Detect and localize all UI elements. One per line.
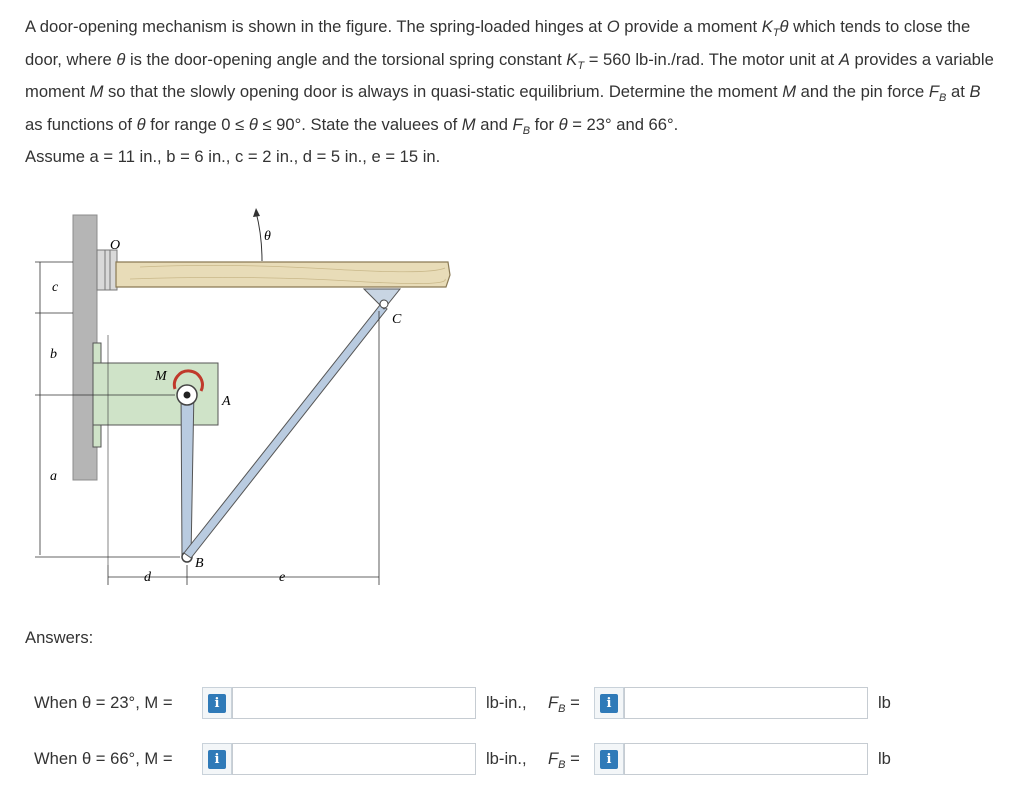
info-button[interactable] bbox=[202, 743, 232, 775]
when-label: When θ = 23°, M = bbox=[34, 693, 173, 712]
problem-paragraph: A door-opening mechanism is shown in the figure. The spring-loaded hinges at O provide a moment $K_T\theta$ which tends to close the door, where θ is the door-opening angle and the torsional spring constant $K_T = 560$ lb-in./rad. The motor unit at A provides a variable moment M so that the slowly opening door is always in quasi-static equilibrium. Determine the moment M and the pin force $F_B$ at B as functions of θ for range 0 ≤ θ ≤ 90°. State the valuees of M and $F_B$ for θ = 23° and 66°. bbox=[25, 17, 994, 137]
m-unit-label: lb-in., bbox=[486, 693, 527, 712]
fb-label: $F_B$ = bbox=[548, 693, 580, 715]
motor-arm bbox=[181, 389, 194, 557]
label-C: C bbox=[392, 312, 402, 327]
when-label: When θ = 66°, M = bbox=[34, 749, 173, 768]
answer-row-23 bbox=[34, 685, 1004, 721]
info-button[interactable] bbox=[594, 743, 624, 775]
pin-force-fb-input[interactable] bbox=[624, 743, 868, 775]
label-a: a bbox=[50, 469, 57, 484]
info-button[interactable] bbox=[594, 687, 624, 719]
info-icon: i bbox=[208, 750, 226, 769]
m-unit-label: lb-in., bbox=[486, 749, 527, 768]
door-mechanism-figure bbox=[30, 205, 470, 595]
answer-row-66 bbox=[34, 741, 1004, 777]
answers-heading: Answers: bbox=[25, 628, 94, 647]
fb-unit-label: lb bbox=[878, 693, 891, 712]
label-theta: θ bbox=[264, 229, 271, 244]
info-icon: i bbox=[208, 694, 226, 713]
label-c: c bbox=[52, 280, 59, 295]
link-BC bbox=[184, 305, 387, 558]
label-d: d bbox=[144, 570, 151, 585]
moment-m-input[interactable] bbox=[232, 687, 476, 719]
moment-m-input[interactable] bbox=[232, 743, 476, 775]
fb-label: $F_B$ = bbox=[548, 749, 580, 771]
label-O: O bbox=[110, 238, 121, 253]
problem-statement bbox=[25, 14, 1000, 170]
label-e: e bbox=[279, 570, 286, 585]
info-icon: i bbox=[600, 750, 618, 769]
label-A: A bbox=[222, 394, 231, 409]
pin-force-fb-input[interactable] bbox=[624, 687, 868, 719]
info-icon: i bbox=[600, 694, 618, 713]
assumptions: Assume a = 11 in., b = 6 in., c = 2 in., d = 5 in., e = 15 in. bbox=[25, 147, 441, 167]
info-button[interactable] bbox=[202, 687, 232, 719]
label-b: b bbox=[50, 347, 57, 362]
fb-unit-label: lb bbox=[878, 749, 891, 768]
theta-arrow bbox=[256, 212, 262, 261]
label-B: B bbox=[195, 556, 204, 571]
hinge-plate bbox=[97, 250, 117, 290]
label-M: M bbox=[155, 369, 167, 384]
